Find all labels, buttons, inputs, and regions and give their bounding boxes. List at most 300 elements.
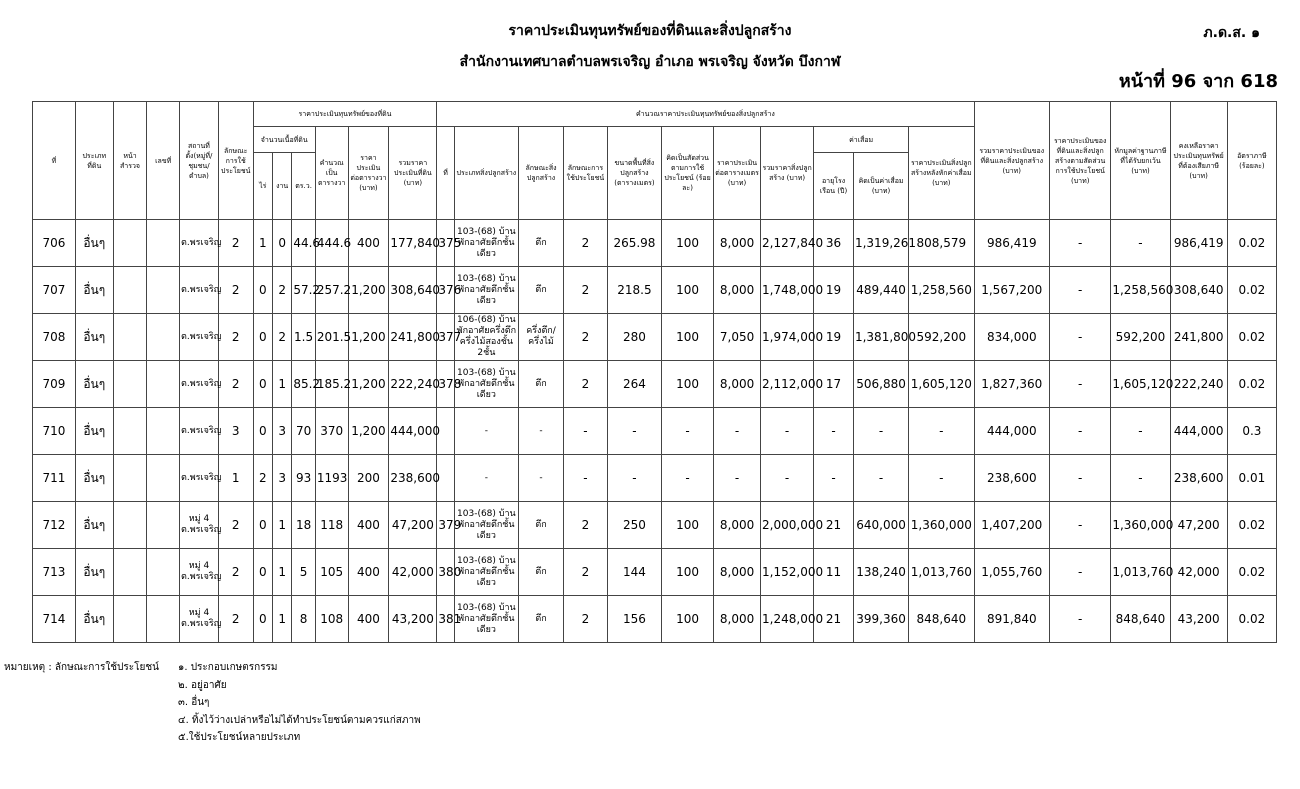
building-kind-cell: ตึก <box>519 267 564 314</box>
rai-cell: 0 <box>253 408 272 455</box>
usage-percent-cell: 100 <box>662 267 714 314</box>
building-usage-cell: - <box>563 408 607 455</box>
survey-page-cell <box>113 549 147 596</box>
sum-total-cell: 238,600 <box>974 455 1050 502</box>
col-age: อายุโรงเรือน (ปี) <box>814 153 854 220</box>
ngan-cell: 0 <box>272 220 291 267</box>
area-calc-cell: 444.6 <box>315 220 348 267</box>
building-type-cell: 103-(68) บ้านพักอาศัยตึกชั้นเดียว <box>454 549 518 596</box>
after-depreciation-cell: - <box>909 455 974 502</box>
doc-no-cell <box>147 455 180 502</box>
col-group-area: จำนวนเนื้อที่ดิน <box>253 127 315 153</box>
building-area-cell: - <box>607 408 661 455</box>
row-no: 708 <box>33 314 76 361</box>
price-per-wa-cell: 1,200 <box>348 267 389 314</box>
building-kind-cell: ตึก <box>519 549 564 596</box>
survey-page-cell <box>113 502 147 549</box>
building-kind-cell: - <box>519 408 564 455</box>
doc-no-cell <box>147 267 180 314</box>
row-no: 712 <box>33 502 76 549</box>
price-per-sqm-cell: 8,000 <box>714 596 761 643</box>
taxable-cell: 308,640 <box>1170 267 1227 314</box>
depreciation-cell: 138,240 <box>853 549 908 596</box>
col-usage-percent: คิดเป็นสัดส่วนตามการใช้ประโยชน์ (ร้อยละ) <box>662 127 714 220</box>
land-type-cell: อื่นๆ <box>75 267 113 314</box>
rate-cell: 0.3 <box>1227 408 1276 455</box>
depreciation-cell: 399,360 <box>853 596 908 643</box>
col-building-usage: ลักษณะการใช้ประโยชน์ <box>563 127 607 220</box>
building-usage-cell: - <box>563 455 607 502</box>
doc-no-cell <box>147 361 180 408</box>
proportional-cell: - <box>1050 455 1111 502</box>
table-body <box>33 220 1277 643</box>
land-type-cell: อื่นๆ <box>75 455 113 502</box>
price-per-wa-cell: 400 <box>348 502 389 549</box>
land-total-cell: 238,600 <box>389 455 437 502</box>
table-row <box>33 361 1277 408</box>
col-depreciation: คิดเป็นค่าเสื่อม (บาท) <box>853 153 908 220</box>
row-no: 710 <box>33 408 76 455</box>
building-total-cell: 1,152,000 <box>761 549 814 596</box>
table-row <box>33 314 1277 361</box>
rate-cell: 0.02 <box>1227 502 1276 549</box>
assessment-table <box>32 101 1277 643</box>
taxable-cell: 47,200 <box>1170 502 1227 549</box>
taxable-cell: 43,200 <box>1170 596 1227 643</box>
sum-total-cell: 444,000 <box>974 408 1050 455</box>
doc-no-cell <box>147 502 180 549</box>
rate-cell: 0.02 <box>1227 596 1276 643</box>
deduction-cell: 1,258,560 <box>1111 267 1170 314</box>
location-cell: ต.พรเจริญ <box>180 314 219 361</box>
survey-page-cell <box>113 596 147 643</box>
location-cell: หมู่ 4 ต.พรเจริญ <box>180 502 219 549</box>
row-no: 706 <box>33 220 76 267</box>
col-after-depreciation: ราคาประเมินสิ่งปลูกสร้างหลังหักค่าเสื่อม (บาท) <box>909 127 974 220</box>
taxable-cell: 986,419 <box>1170 220 1227 267</box>
after-depreciation-cell: 1,605,120 <box>909 361 974 408</box>
depreciation-cell: 506,880 <box>853 361 908 408</box>
after-depreciation-cell: 1,360,000 <box>909 502 974 549</box>
office-subtitle: สำนักงานเทศบาลตำบลพรเจริญ อำเภอ พรเจริญ จังหวัด บึงกาฬ <box>459 54 841 70</box>
price-per-sqm-cell: - <box>714 408 761 455</box>
location-cell: ต.พรเจริญ <box>180 267 219 314</box>
table-row <box>33 220 1277 267</box>
rate-cell: 0.02 <box>1227 267 1276 314</box>
rai-cell: 0 <box>253 549 272 596</box>
area-calc-cell: 108 <box>315 596 348 643</box>
col-group-land: ราคาประเมินทุนทรัพย์ของที่ดิน <box>253 102 437 127</box>
deduction-cell: 848,640 <box>1111 596 1170 643</box>
ngan-cell: 3 <box>272 455 291 502</box>
proportional-cell: - <box>1050 220 1111 267</box>
after-depreciation-cell: 848,640 <box>909 596 974 643</box>
age-cell: 19 <box>814 267 854 314</box>
ngan-cell: 3 <box>272 408 291 455</box>
footnote-item: ๒. อยู่อาศัย <box>178 679 227 691</box>
col-building-type: ประเภทสิ่งปลูกสร้าง <box>454 127 518 220</box>
building-no-cell: 377 <box>437 314 454 361</box>
age-cell: 17 <box>814 361 854 408</box>
ngan-cell: 1 <box>272 502 291 549</box>
building-type-cell: 103-(68) บ้านพักอาศัยตึกชั้นเดียว <box>454 267 518 314</box>
usage-percent-cell: 100 <box>662 220 714 267</box>
building-type-cell: 103-(68) บ้านพักอาศัยตึกชั้นเดียว <box>454 220 518 267</box>
col-location: สถานที่ตั้ง(หมู่ที่/ชุมชน/ตำบล) <box>180 102 219 220</box>
area-calc-cell: 257.2 <box>315 267 348 314</box>
col-sum-total: รวมราคาประเมินของที่ดินและสิ่งปลูกสร้าง (บาท) <box>974 102 1050 220</box>
after-depreciation-cell: 1,013,760 <box>909 549 974 596</box>
after-depreciation-cell: 808,579 <box>909 220 974 267</box>
building-area-cell: 144 <box>607 549 661 596</box>
land-type-cell: อื่นๆ <box>75 596 113 643</box>
table-row <box>33 596 1277 643</box>
age-cell: - <box>814 455 854 502</box>
land-total-cell: 47,200 <box>389 502 437 549</box>
location-cell: หมู่ 4 ต.พรเจริญ <box>180 596 219 643</box>
rai-cell: 0 <box>253 267 272 314</box>
col-building-kind: ลักษณะสิ่งปลูกสร้าง <box>519 127 564 220</box>
location-cell: ต.พรเจริญ <box>180 408 219 455</box>
building-kind-cell: ตึก <box>519 596 564 643</box>
building-total-cell: 2,112,000 <box>761 361 814 408</box>
usage-cell: 2 <box>218 314 253 361</box>
row-no: 711 <box>33 455 76 502</box>
usage-percent-cell: 100 <box>662 361 714 408</box>
row-no: 713 <box>33 549 76 596</box>
area-calc-cell: 105 <box>315 549 348 596</box>
taxable-cell: 42,000 <box>1170 549 1227 596</box>
footnote-item: ๑. ประกอบเกษตรกรรม <box>178 662 278 673</box>
price-per-sqm-cell: 8,000 <box>714 502 761 549</box>
building-type-cell: 106-(68) บ้านพักอาศัยครึ่งตึกครึ่งไม้สองชั้น 2ชั้น <box>454 314 518 361</box>
depreciation-cell: - <box>853 408 908 455</box>
footnote-item: ๓. อื่นๆ <box>178 697 210 708</box>
usage-cell: 2 <box>218 361 253 408</box>
after-depreciation-cell: - <box>909 408 974 455</box>
age-cell: 19 <box>814 314 854 361</box>
page-indicator: หน้าที่ 96 จาก 618 <box>1118 71 1278 92</box>
depreciation-cell: 1,319,261 <box>853 220 908 267</box>
taxable-cell: 241,800 <box>1170 314 1227 361</box>
building-no-cell: 379 <box>437 502 454 549</box>
sum-total-cell: 1,407,200 <box>974 502 1050 549</box>
price-per-wa-cell: 200 <box>348 455 389 502</box>
usage-cell: 2 <box>218 220 253 267</box>
building-no-cell: 378 <box>437 361 454 408</box>
building-usage-cell: 2 <box>563 596 607 643</box>
col-building-area: ขนาดพื้นที่สิ่งปลูกสร้าง (ตารางเมตร) <box>607 127 661 220</box>
rate-cell: 0.02 <box>1227 314 1276 361</box>
building-total-cell: 1,974,000 <box>761 314 814 361</box>
building-type-cell: - <box>454 455 518 502</box>
col-land-total: รวมราคาประเมินที่ดิน (บาท) <box>389 127 437 220</box>
sum-total-cell: 1,055,760 <box>974 549 1050 596</box>
col-wa: ตร.ว. <box>292 153 315 220</box>
building-usage-cell: 2 <box>563 361 607 408</box>
building-type-cell: - <box>454 408 518 455</box>
taxable-cell: 238,600 <box>1170 455 1227 502</box>
price-per-sqm-cell: - <box>714 455 761 502</box>
col-land-type: ประเภทที่ดิน <box>75 102 113 220</box>
col-no: ที่ <box>33 102 76 220</box>
ngan-cell: 2 <box>272 267 291 314</box>
col-deduction: หักมูลค่าฐานภาษีที่ได้รับยกเว้น (บาท) <box>1111 102 1170 220</box>
footnote-item: ๔. ทิ้งไว้ว่างเปล่าหรือไม่ได้ทำประโยชน์ตามควรแก่สภาพ <box>178 714 421 726</box>
wa-cell: 8 <box>292 596 315 643</box>
col-rate: อัตราภาษี (ร้อยละ) <box>1227 102 1276 220</box>
usage-percent-cell: 100 <box>662 549 714 596</box>
land-total-cell: 42,000 <box>389 549 437 596</box>
rate-cell: 0.02 <box>1227 220 1276 267</box>
survey-page-cell <box>113 314 147 361</box>
building-area-cell: 280 <box>607 314 661 361</box>
col-usage: ลักษณะการใช้ประโยชน์ <box>218 102 253 220</box>
usage-cell: 1 <box>218 455 253 502</box>
col-group-building: คำนวณราคาประเมินทุนทรัพย์ของสิ่งปลูกสร้าง <box>437 102 974 127</box>
building-no-cell: 380 <box>437 549 454 596</box>
col-rai: ไร่ <box>253 153 272 220</box>
usage-percent-cell: 100 <box>662 502 714 549</box>
wa-cell: 93 <box>292 455 315 502</box>
survey-page-cell <box>113 408 147 455</box>
doc-no-cell <box>147 549 180 596</box>
document-title: ราคาประเมินทุนทรัพย์ของที่ดินและสิ่งปลูกสร้าง <box>508 23 792 39</box>
taxable-cell: 444,000 <box>1170 408 1227 455</box>
sum-total-cell: 1,827,360 <box>974 361 1050 408</box>
sum-total-cell: 891,840 <box>974 596 1050 643</box>
doc-no-cell <box>147 314 180 361</box>
proportional-cell: - <box>1050 502 1111 549</box>
rai-cell: 0 <box>253 314 272 361</box>
deduction-cell: 1,360,000 <box>1111 502 1170 549</box>
age-cell: - <box>814 408 854 455</box>
deduction-cell: 592,200 <box>1111 314 1170 361</box>
building-usage-cell: 2 <box>563 267 607 314</box>
after-depreciation-cell: 592,200 <box>909 314 974 361</box>
col-building-no: ที่ <box>437 127 454 220</box>
location-cell: ต.พรเจริญ <box>180 455 219 502</box>
usage-cell: 2 <box>218 549 253 596</box>
deduction-cell: 1,605,120 <box>1111 361 1170 408</box>
building-total-cell: 1,248,000 <box>761 596 814 643</box>
price-per-wa-cell: 400 <box>348 549 389 596</box>
deduction-cell: - <box>1111 220 1170 267</box>
usage-percent-cell: 100 <box>662 314 714 361</box>
building-no-cell: 381 <box>437 596 454 643</box>
rai-cell: 0 <box>253 361 272 408</box>
building-kind-cell: ตึก <box>519 502 564 549</box>
table-row <box>33 408 1277 455</box>
survey-page-cell <box>113 220 147 267</box>
survey-page-cell <box>113 267 147 314</box>
building-kind-cell: ครึ่งตึก/ครึ่งไม้ <box>519 314 564 361</box>
ngan-cell: 1 <box>272 361 291 408</box>
building-area-cell: 156 <box>607 596 661 643</box>
wa-cell: 70 <box>292 408 315 455</box>
proportional-cell: - <box>1050 361 1111 408</box>
building-total-cell: - <box>761 455 814 502</box>
building-kind-cell: ตึก <box>519 220 564 267</box>
row-no: 714 <box>33 596 76 643</box>
deduction-cell: - <box>1111 408 1170 455</box>
location-cell: ต.พรเจริญ <box>180 220 219 267</box>
depreciation-cell: 640,000 <box>853 502 908 549</box>
land-total-cell: 308,640 <box>389 267 437 314</box>
age-cell: 21 <box>814 596 854 643</box>
land-type-cell: อื่นๆ <box>75 408 113 455</box>
area-calc-cell: 201.5 <box>315 314 348 361</box>
land-type-cell: อื่นๆ <box>75 220 113 267</box>
row-no: 707 <box>33 267 76 314</box>
doc-no-cell <box>147 408 180 455</box>
sum-total-cell: 986,419 <box>974 220 1050 267</box>
land-total-cell: 444,000 <box>389 408 437 455</box>
building-area-cell: 265.98 <box>607 220 661 267</box>
land-type-cell: อื่นๆ <box>75 314 113 361</box>
footnote-item: ๕.ใช้ประโยชน์หลายประเภท <box>178 732 301 743</box>
ngan-cell: 2 <box>272 314 291 361</box>
price-per-wa-cell: 400 <box>348 220 389 267</box>
footnote-items <box>178 659 421 747</box>
age-cell: 21 <box>814 502 854 549</box>
sum-total-cell: 1,567,200 <box>974 267 1050 314</box>
building-total-cell: 2,000,000 <box>761 502 814 549</box>
location-cell: หมู่ 4 ต.พรเจริญ <box>180 549 219 596</box>
wa-cell: 5 <box>292 549 315 596</box>
usage-cell: 2 <box>218 596 253 643</box>
area-calc-cell: 1193 <box>315 455 348 502</box>
wa-cell: 57.2 <box>292 267 315 314</box>
footnote-label: หมายเหตุ : ลักษณะการใช้ประโยชน์ <box>4 662 159 673</box>
col-doc-no: เลขที่ <box>147 102 180 220</box>
location-cell: ต.พรเจริญ <box>180 361 219 408</box>
price-per-wa-cell: 1,200 <box>348 314 389 361</box>
price-per-wa-cell: 1,200 <box>348 361 389 408</box>
building-area-cell: 218.5 <box>607 267 661 314</box>
form-code: ภ.ด.ส. ๑ <box>1203 25 1260 41</box>
ngan-cell: 1 <box>272 596 291 643</box>
survey-page-cell <box>113 455 147 502</box>
building-total-cell: - <box>761 408 814 455</box>
survey-page-cell <box>113 361 147 408</box>
after-depreciation-cell: 1,258,560 <box>909 267 974 314</box>
usage-cell: 3 <box>218 408 253 455</box>
price-per-sqm-cell: 7,050 <box>714 314 761 361</box>
proportional-cell: - <box>1050 549 1111 596</box>
usage-percent-cell: - <box>662 455 714 502</box>
usage-cell: 2 <box>218 502 253 549</box>
area-calc-cell: 118 <box>315 502 348 549</box>
building-total-cell: 1,748,000 <box>761 267 814 314</box>
price-per-sqm-cell: 8,000 <box>714 220 761 267</box>
usage-percent-cell: 100 <box>662 596 714 643</box>
proportional-cell: - <box>1050 408 1111 455</box>
col-ngan: งาน <box>272 153 291 220</box>
ngan-cell: 1 <box>272 549 291 596</box>
wa-cell: 44.6 <box>292 220 315 267</box>
col-group-depreciation: ค่าเสื่อม <box>814 127 909 153</box>
table-row <box>33 455 1277 502</box>
building-type-cell: 103-(68) บ้านพักอาศัยตึกชั้นเดียว <box>454 361 518 408</box>
land-type-cell: อื่นๆ <box>75 549 113 596</box>
deduction-cell: - <box>1111 455 1170 502</box>
building-kind-cell: ตึก <box>519 361 564 408</box>
col-price-per-sqm: ราคาประเมินต่อตารางเมตร (บาท) <box>714 127 761 220</box>
table-row <box>33 502 1277 549</box>
building-total-cell: 2,127,840 <box>761 220 814 267</box>
col-survey-page: หน้าสำรวจ <box>113 102 147 220</box>
col-proportional: ราคาประเมินของที่ดินและสิ่งปลูกสร้างตามสัดส่วนการใช้ประโยชน์ (บาท) <box>1050 102 1111 220</box>
usage-cell: 2 <box>218 267 253 314</box>
building-usage-cell: 2 <box>563 220 607 267</box>
area-calc-cell: 370 <box>315 408 348 455</box>
rate-cell: 0.02 <box>1227 361 1276 408</box>
rai-cell: 0 <box>253 596 272 643</box>
depreciation-cell: 489,440 <box>853 267 908 314</box>
land-type-cell: อื่นๆ <box>75 361 113 408</box>
wa-cell: 85.2 <box>292 361 315 408</box>
col-area-calc: คำนวณเป็นตารางวา <box>315 127 348 220</box>
taxable-cell: 222,240 <box>1170 361 1227 408</box>
price-per-sqm-cell: 8,000 <box>714 549 761 596</box>
depreciation-cell: 1,381,800 <box>853 314 908 361</box>
price-per-wa-cell: 1,200 <box>348 408 389 455</box>
price-per-sqm-cell: 8,000 <box>714 267 761 314</box>
building-usage-cell: 2 <box>563 549 607 596</box>
table-row <box>33 267 1277 314</box>
area-calc-cell: 185.2 <box>315 361 348 408</box>
table-row <box>33 549 1277 596</box>
land-total-cell: 43,200 <box>389 596 437 643</box>
land-type-cell: อื่นๆ <box>75 502 113 549</box>
building-usage-cell: 2 <box>563 314 607 361</box>
rai-cell: 2 <box>253 455 272 502</box>
table-header <box>33 102 1277 220</box>
building-area-cell: 264 <box>607 361 661 408</box>
rai-cell: 0 <box>253 502 272 549</box>
usage-percent-cell: - <box>662 408 714 455</box>
wa-cell: 1.5 <box>292 314 315 361</box>
proportional-cell: - <box>1050 596 1111 643</box>
depreciation-cell: - <box>853 455 908 502</box>
age-cell: 11 <box>814 549 854 596</box>
building-no-cell: 375 <box>437 220 454 267</box>
land-total-cell: 177,840 <box>389 220 437 267</box>
doc-no-cell <box>147 596 180 643</box>
building-kind-cell: - <box>519 455 564 502</box>
building-type-cell: 103-(68) บ้านพักอาศัยตึกชั้นเดียว <box>454 502 518 549</box>
price-per-wa-cell: 400 <box>348 596 389 643</box>
rate-cell: 0.02 <box>1227 549 1276 596</box>
building-area-cell: 250 <box>607 502 661 549</box>
land-total-cell: 241,800 <box>389 314 437 361</box>
building-no-cell: 376 <box>437 267 454 314</box>
proportional-cell: - <box>1050 267 1111 314</box>
building-type-cell: 103-(68) บ้านพักอาศัยตึกชั้นเดียว <box>454 596 518 643</box>
row-no: 709 <box>33 361 76 408</box>
sum-total-cell: 834,000 <box>974 314 1050 361</box>
building-area-cell: - <box>607 455 661 502</box>
age-cell: 36 <box>814 220 854 267</box>
rate-cell: 0.01 <box>1227 455 1276 502</box>
deduction-cell: 1,013,760 <box>1111 549 1170 596</box>
wa-cell: 18 <box>292 502 315 549</box>
col-building-total: รวมราคาสิ่งปลูกสร้าง (บาท) <box>761 127 814 220</box>
doc-no-cell <box>147 220 180 267</box>
land-total-cell: 222,240 <box>389 361 437 408</box>
price-per-sqm-cell: 8,000 <box>714 361 761 408</box>
